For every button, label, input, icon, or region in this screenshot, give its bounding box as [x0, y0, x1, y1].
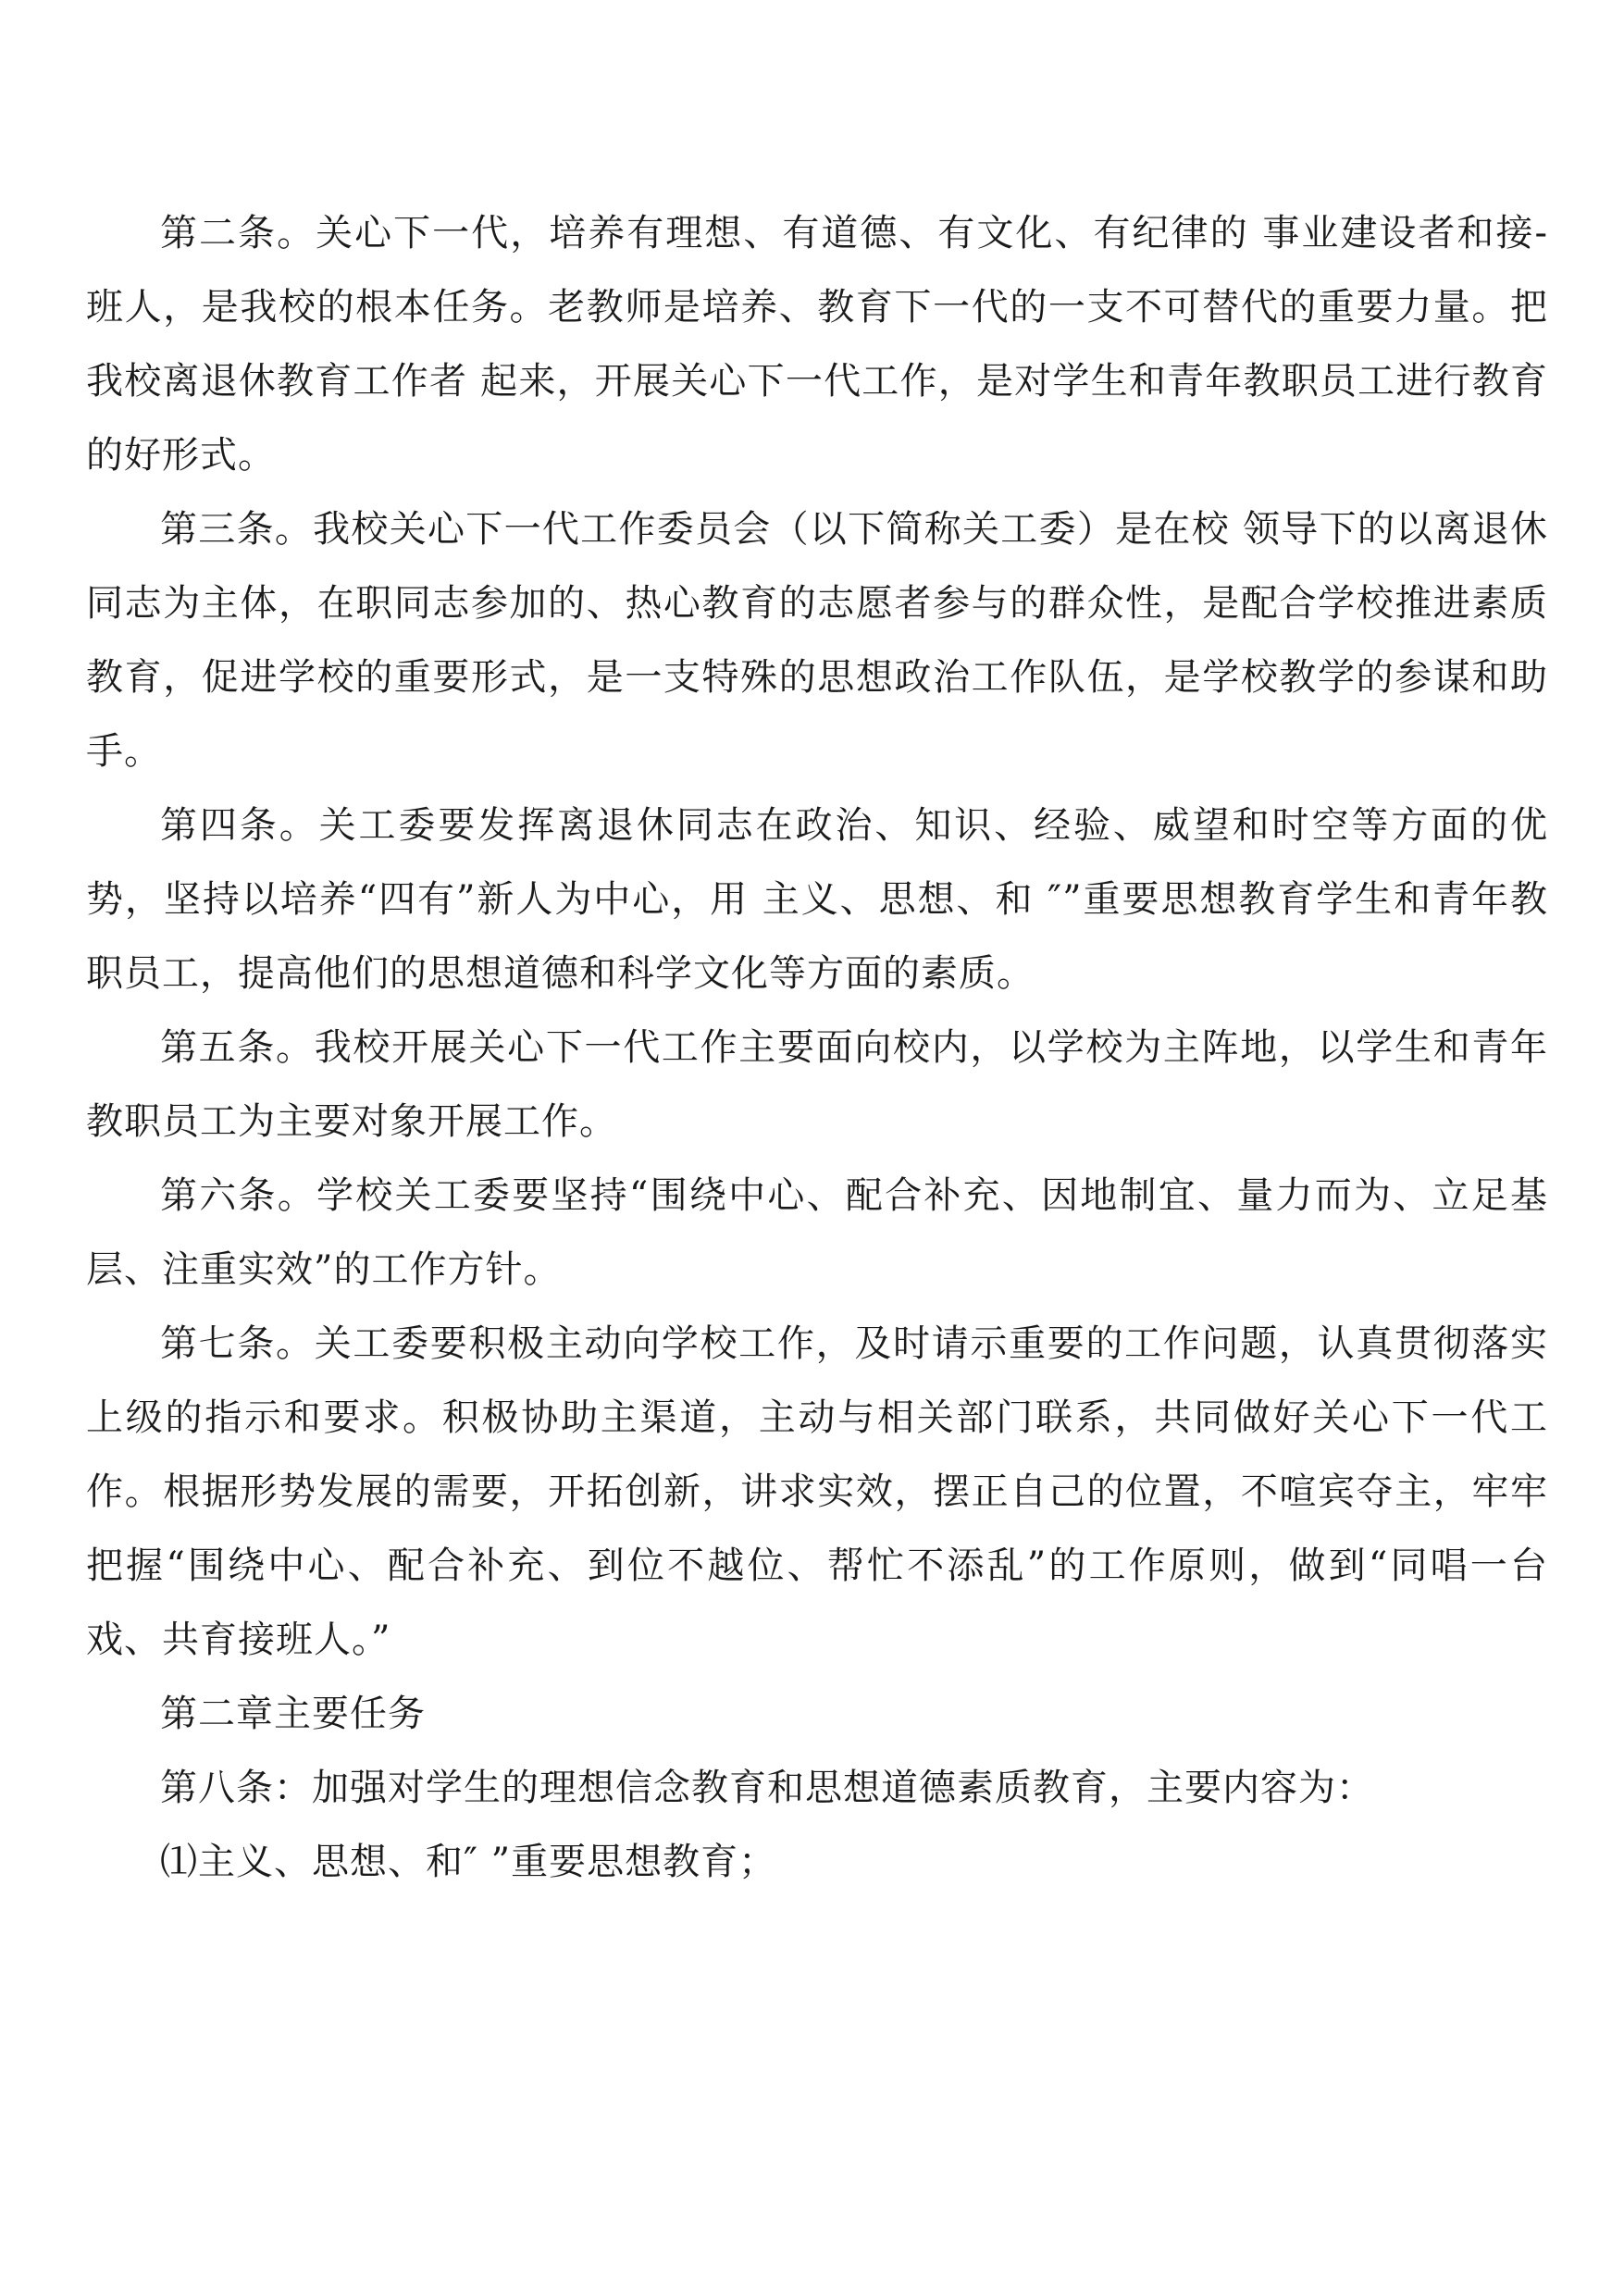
article-5-paragraph: 第五条。我校开展关心下一代工作主要面向校内，以学校为主阵地，以学生和青年教职员工为主要对象开展工作。 — [86, 1026, 1548, 1143]
article-3-paragraph: 第三条。我校关心下一代工作委员会（以下简称关工委）是在校 领导下的以离退休同志为主体，在职同志参加的、热心教育的志愿者参与的群众性，是配合学校推进素质教育，促进学校的重要形式，是一支特殊的思想政治工作队伍，是学校教学的参谋和助手。 — [86, 508, 1548, 773]
article-2-paragraph: 第二条。关心下一代，培养有理想、有道德、有文化、有纪律的 事业建设者和接-班人，是我校的根本任务。老教师是培养、教育下一代的一支不可替代的重要力量。把我校离退休教育工作者 起来，开展关心下一代工作，是对学生和青年教职员工进行教育的好形式。 — [86, 212, 1548, 477]
article-7-paragraph: 第七条。关工委要积极主动向学校工作，及时请示重要的工作问题，认真贯彻落实上级的指示和要求。积极协助主渠道，主动与相关部门联系，共同做好关心下一代工作。根据形势发展的需要，开拓创新，讲求实效，摆正自己的位置，不喧宾夺主，牢牢把握“围绕中心、配合补充、到位不越位、帮忙不添乱”的工作原则，做到“同唱一台戏、共育接班人。” — [86, 1322, 1548, 1661]
document-body — [86, 196, 1548, 1899]
article-8-paragraph: 第八条：加强对学生的理想信念教育和思想道德素质教育，主要内容为： — [160, 1767, 1374, 1809]
list-item: ⑴主义、思想、和″ ”重要思想教育； — [160, 1841, 777, 1883]
chapter-heading: 第二章主要任务 — [160, 1693, 426, 1735]
article-6-paragraph: 第六条。学校关工委要坚持“围绕中心、配合补充、因地制宜、量力而为、立足基层、注重实效”的工作方针。 — [86, 1174, 1548, 1291]
article-4-paragraph: 第四条。关工委要发挥离退休同志在政治、知识、经验、威望和时空等方面的优势，坚持以培养“四有”新人为中心，用 主义、思想、和 ″”重要思想教育学生和青年教职员工，提高他们的思想道德和科学文化等方面的素质。 — [86, 804, 1548, 995]
